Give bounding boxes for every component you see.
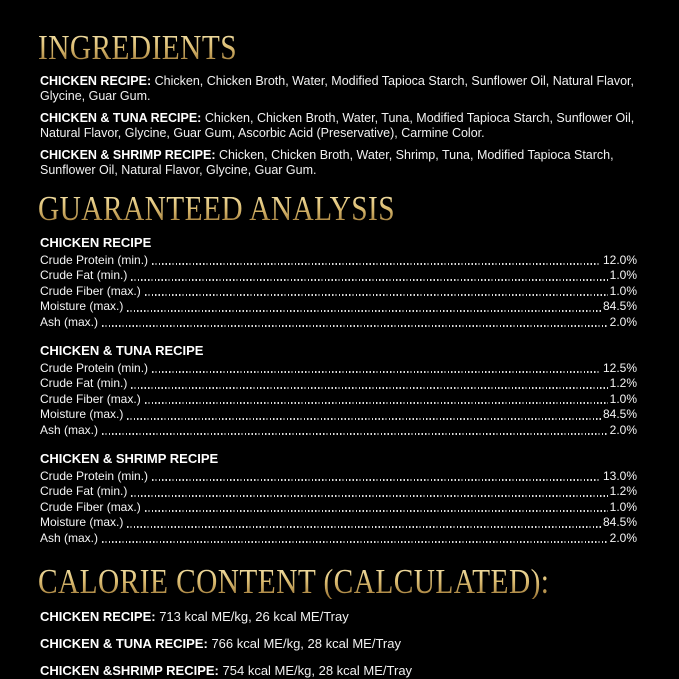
calorie-recipe-label: CHICKEN &SHRIMP RECIPE:: [40, 663, 219, 679]
analysis-row-value: 1.0%: [609, 391, 637, 406]
analysis-row-value: 1.0%: [609, 283, 637, 298]
ingredient-recipe-label: CHICKEN & TUNA RECIPE:: [40, 111, 202, 125]
ingredient-recipe-text: Chicken, Chicken Broth, Water, Modified Tapioca Starch, Sunflower Oil, Natural Flavor, Glycine, Guar Gum.: [40, 74, 634, 103]
analysis-row-label: Crude Protein (min.): [40, 361, 149, 376]
analysis-row: [40, 361, 637, 376]
calorie-recipe-label: CHICKEN RECIPE:: [40, 609, 156, 625]
analysis-row-label: Crude Protein (min.): [40, 253, 149, 267]
analysis-row: [40, 284, 637, 299]
analysis-row: [40, 392, 637, 407]
ingredient-recipe-text: Chicken, Chicken Broth, Water, Tuna, Modified Tapioca Starch, Sunflower Oil, Natural Flavor, Glycine, Guar Gum, Ascorbic Acid (Preservative), Carmine Color.: [40, 111, 635, 140]
dot-leader: [102, 325, 608, 327]
analysis-row-label: Crude Protein (min.): [40, 469, 149, 484]
analysis-row-label: Crude Fat (min.): [40, 268, 128, 283]
dot-leader: [127, 526, 601, 528]
analysis-row-label: Ash (max.): [40, 422, 99, 437]
calorie-item: [40, 609, 637, 624]
analysis-row: [40, 423, 637, 438]
analysis-row-label: Moisture (max.): [40, 299, 124, 314]
dot-leader: [152, 479, 601, 481]
analysis-row: [40, 268, 637, 283]
ingredients-title-text: INGREDIENTS: [38, 28, 237, 67]
dot-leader: [152, 263, 601, 265]
dot-leader: [127, 418, 601, 420]
analysis-row-value: 84.5%: [602, 299, 637, 314]
calorie-item: [40, 636, 637, 651]
dot-leader: [102, 433, 608, 435]
analysis-row-value: 12.5%: [602, 361, 637, 376]
dot-leader: [131, 387, 607, 389]
analysis-row: [40, 253, 637, 268]
dot-leader: [102, 541, 608, 543]
dot-leader: [152, 371, 601, 373]
ingredient-item: [40, 111, 637, 140]
analysis-row: [40, 469, 637, 484]
analysis-table-chicken-shrimp: [40, 451, 637, 546]
dot-leader: [127, 310, 601, 312]
guaranteed-analysis-title-text: GUARANTEED ANALYSIS: [38, 189, 396, 228]
calorie-recipe-label: CHICKEN & TUNA RECIPE:: [40, 636, 208, 652]
calorie-item: [40, 663, 637, 678]
analysis-row: [40, 500, 637, 515]
analysis-row: [40, 315, 637, 330]
dot-leader: [145, 402, 608, 404]
analysis-row-value: 84.5%: [602, 515, 637, 530]
analysis-row-value: 1.0%: [609, 499, 637, 514]
analysis-row: [40, 484, 637, 499]
analysis-row-label: Crude Fat (min.): [40, 376, 128, 391]
analysis-row-label: Crude Fiber (max.): [40, 283, 141, 298]
analysis-table-name: CHICKEN & TUNA RECIPE: [40, 343, 204, 359]
analysis-table-name: CHICKEN & SHRIMP RECIPE: [40, 451, 219, 467]
ingredient-recipe-label: CHICKEN & SHRIMP RECIPE:: [40, 148, 216, 162]
analysis-row-value: 12.0%: [602, 253, 637, 267]
guaranteed-analysis-title: [38, 191, 637, 226]
analysis-row-label: Crude Fat (min.): [40, 484, 128, 499]
ingredient-recipe-text: Chicken, Chicken Broth, Water, Shrimp, Tuna, Modified Tapioca Starch, Sunflower Oil, Natural Flavor, Glycine, Guar Gum.: [40, 148, 614, 177]
calorie-content-title: [38, 562, 637, 602]
analysis-row-value: 1.2%: [609, 484, 637, 499]
calorie-recipe-value: 766 kcal ME/kg, 28 kcal ME/Tray: [211, 636, 401, 652]
analysis-row-label: Ash (max.): [40, 314, 99, 329]
dot-leader: [145, 510, 608, 512]
analysis-row-value: 1.2%: [609, 376, 637, 391]
dot-leader: [145, 294, 608, 296]
ingredient-item: [40, 148, 637, 177]
calorie-content-title-text: CALORIE CONTENT (CALCULATED):: [38, 562, 550, 602]
analysis-row: [40, 531, 637, 546]
analysis-row-value: 2.0%: [609, 422, 637, 437]
analysis-row-value: 84.5%: [602, 407, 637, 422]
analysis-row-value: 1.0%: [609, 268, 637, 283]
calorie-recipe-value: 754 kcal ME/kg, 28 kcal ME/Tray: [222, 663, 413, 679]
ingredient-item: [40, 74, 637, 103]
analysis-row-label: Crude Fiber (max.): [40, 499, 141, 514]
analysis-row-label: Crude Fiber (max.): [40, 391, 141, 406]
analysis-row-label: Moisture (max.): [40, 407, 124, 422]
analysis-row: [40, 407, 637, 422]
calorie-recipe-value: 713 kcal ME/kg, 26 kcal ME/Tray: [159, 609, 349, 625]
analysis-table-name: CHICKEN RECIPE: [40, 235, 152, 250]
analysis-row-value: 13.0%: [602, 469, 637, 484]
analysis-row-value: 2.0%: [609, 314, 637, 329]
dot-leader: [131, 495, 607, 497]
analysis-table-chicken-tuna: [40, 343, 637, 438]
analysis-row: [40, 515, 637, 530]
analysis-row-label: Ash (max.): [40, 530, 99, 545]
dot-leader: [131, 279, 607, 281]
analysis-row: [40, 376, 637, 391]
ingredients-title: [38, 30, 637, 65]
analysis-row-label: Moisture (max.): [40, 515, 124, 530]
analysis-row-value: 2.0%: [609, 530, 637, 545]
analysis-table-chicken: [40, 235, 637, 330]
analysis-row: [40, 299, 637, 314]
ingredient-recipe-label: CHICKEN RECIPE:: [40, 74, 152, 88]
